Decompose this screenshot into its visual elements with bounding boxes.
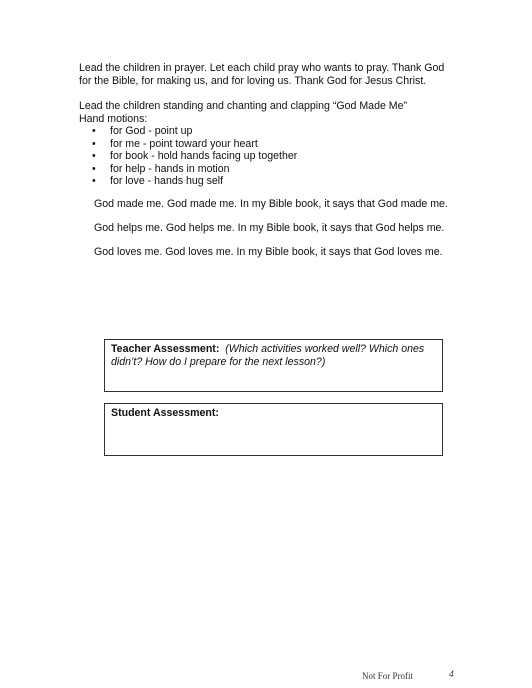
hand-motion-text: for love - hands hug self bbox=[110, 175, 224, 187]
teacher-assessment-note-line-1: (Which activities worked well? Which ones bbox=[225, 343, 425, 355]
prayer-instructions-line-1: Lead the children in prayer. Let each child pray who wants to pray. Thank God bbox=[79, 62, 445, 74]
list-item bbox=[90, 125, 297, 138]
chant-line-god-loves-me: God loves me. God loves me. In my Bible book, it says that God loves me. bbox=[94, 246, 443, 258]
footer-notice: Not For Profit bbox=[362, 671, 414, 681]
list-item bbox=[90, 175, 297, 188]
list-item bbox=[90, 150, 297, 163]
prayer-instructions-line-2: for the Bible, for making us, and for loving us. Thank God for Jesus Christ. bbox=[79, 74, 427, 87]
chant-line-god-helps-me: God helps me. God helps me. In my Bible book, it says that God helps me. bbox=[94, 222, 445, 234]
teacher-assessment-box[interactable] bbox=[104, 339, 443, 392]
hand-motion-text: for me - point toward your heart bbox=[110, 137, 258, 150]
list-item bbox=[90, 138, 297, 151]
teacher-assessment-label: Teacher Assessment: bbox=[111, 343, 220, 355]
chant-instructions-line-1: Lead the children standing and chanting and clapping “God Made Me” bbox=[79, 100, 408, 112]
hand-motions-list bbox=[90, 125, 297, 188]
chant-line-god-made-me: God made me. God made me. In my Bible book, it says that God made me. bbox=[94, 198, 448, 210]
prayer-instructions bbox=[79, 62, 444, 87]
page-number: 4 bbox=[449, 670, 454, 680]
bullet-icon: • bbox=[92, 150, 96, 162]
chant-instructions bbox=[79, 100, 407, 125]
bullet-icon: • bbox=[92, 175, 96, 187]
bullet-icon: • bbox=[92, 125, 96, 137]
teacher-assessment-note-line-2: didn’t? How do I prepare for the next lesson?) bbox=[111, 355, 326, 368]
hand-motion-text: for help - hands in motion bbox=[110, 162, 230, 175]
bullet-icon: • bbox=[92, 137, 96, 150]
student-assessment-box[interactable] bbox=[104, 403, 443, 456]
hand-motions-heading: Hand motions: bbox=[79, 112, 148, 125]
list-item bbox=[90, 163, 297, 176]
student-assessment-label: Student Assessment: bbox=[111, 407, 219, 419]
bullet-icon: • bbox=[92, 162, 96, 175]
hand-motion-text: for book - hold hands facing up together bbox=[110, 150, 298, 162]
hand-motion-text: for God - point up bbox=[110, 125, 193, 137]
